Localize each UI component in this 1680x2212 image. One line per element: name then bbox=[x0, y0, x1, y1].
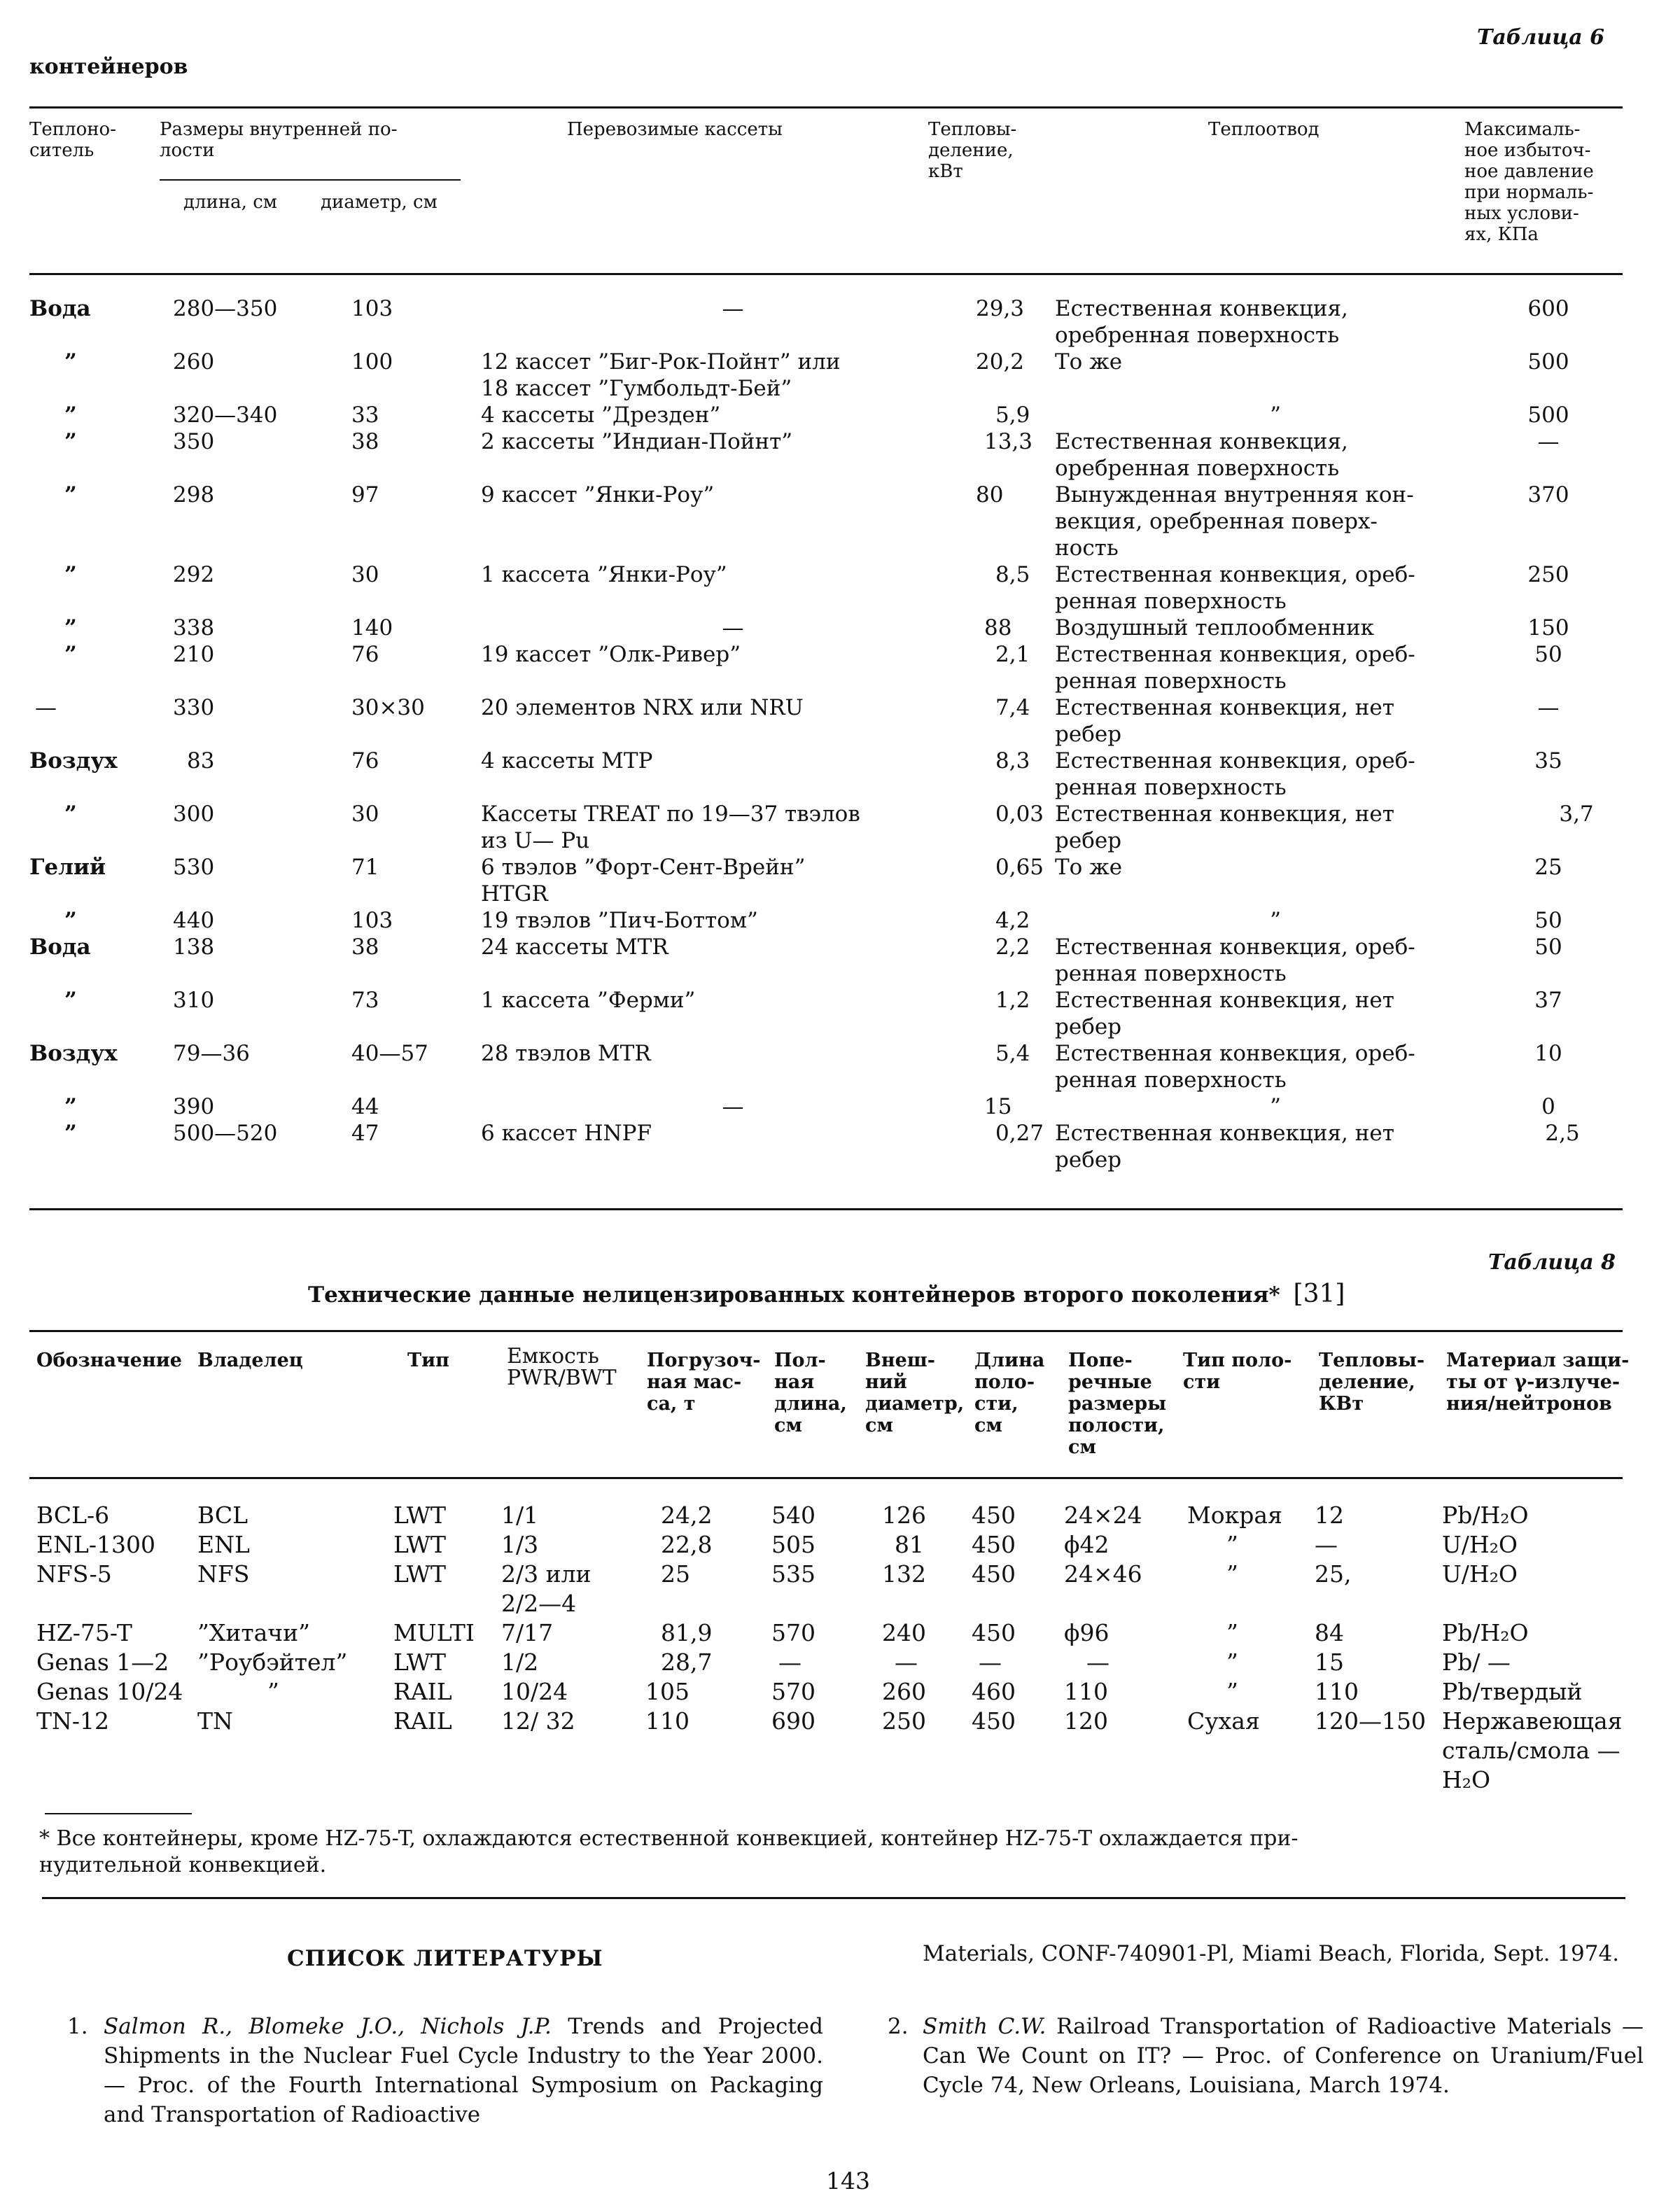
header-owner: Владелец bbox=[197, 1350, 303, 1371]
header-cassettes: Перевозимые кассеты bbox=[567, 119, 783, 140]
header-diameter: диаметр, см bbox=[321, 192, 438, 213]
header-sink: Теплоотвод bbox=[1208, 119, 1320, 140]
table6-label: Таблица 6 bbox=[1477, 25, 1605, 50]
reference-1 bbox=[67, 2012, 823, 2129]
header-shield: Материал защи- ты от γ-излуче- ния/нейтронов bbox=[1446, 1350, 1630, 1415]
table6-title-fragment: контейнеров bbox=[29, 55, 188, 79]
references-heading: СПИСОК ЛИТЕРАТУРЫ bbox=[287, 1946, 603, 1971]
header-mass: Погрузоч- ная мас- са, т bbox=[647, 1350, 761, 1415]
footnote-rule bbox=[45, 1813, 192, 1814]
header-coolant: Теплоно- ситель bbox=[29, 119, 116, 161]
table8-label: Таблица 8 bbox=[1488, 1250, 1616, 1275]
table6-header-rule bbox=[29, 273, 1623, 275]
header-cavity-type: Тип поло- сти bbox=[1183, 1350, 1292, 1393]
reference-2-text: Railroad Transportation of Radioactive Materials — Can We Count on IT? — Proc. of Conference on Uranium/Fuel Cycle 74, New Orleans, Louisiana, March 1974. bbox=[923, 2014, 1644, 2098]
table8-top-rule bbox=[29, 1330, 1623, 1332]
reference-1-authors: Salmon R., Blomeke J.O., Nichols J.P. bbox=[104, 2014, 552, 2039]
header-dims-rule bbox=[160, 179, 461, 181]
table8-header-rule bbox=[29, 1477, 1623, 1479]
reference-1-number: 1. bbox=[67, 2014, 88, 2039]
header-cross-section: Попе- речные размеры полости, см bbox=[1068, 1350, 1167, 1458]
footnote-bottom-rule bbox=[42, 1897, 1625, 1899]
header-pressure: Максималь- ное избыточ- ное давление при нормаль- ных услови- ях, КПа bbox=[1464, 119, 1594, 245]
table8-title: Технические данные нелицензированных контейнеров второго поколения* [31] bbox=[308, 1280, 1345, 1308]
table8-citation: [31] bbox=[1293, 1280, 1345, 1308]
reference-2 bbox=[888, 2012, 1644, 2100]
header-cavity-length: Длина поло- сти, см bbox=[974, 1350, 1045, 1436]
header-heat: Тепловы- деление, кВт bbox=[928, 119, 1017, 182]
table6-top-rule bbox=[29, 106, 1623, 108]
table8-footnote: * Все контейнеры, кроме HZ-75-T, охлаждаются естественной конвекцией, контейнер HZ-75-T охлаждается при- нудительной конвекцией. bbox=[39, 1826, 1298, 1877]
header-type: Тип bbox=[407, 1350, 449, 1371]
header-heat: Тепловы- деление, КВт bbox=[1319, 1350, 1425, 1415]
header-full-length: Пол- ная длина, см bbox=[774, 1350, 847, 1436]
reference-2-authors: Smith C.W. bbox=[923, 2014, 1046, 2039]
page-number: 143 bbox=[826, 2167, 870, 2194]
header-designation: Обозначение bbox=[36, 1350, 182, 1371]
table6-bottom-rule bbox=[29, 1208, 1623, 1210]
header-length: длина, см bbox=[183, 192, 277, 213]
reference-1-continuation: Materials, CONF-740901-Pl, Miami Beach, Florida, Sept. 1974. bbox=[923, 1941, 1620, 1966]
header-dims: Размеры внутренней по- лости bbox=[160, 119, 398, 161]
header-outer-diameter: Внеш- ний диаметр, см bbox=[865, 1350, 965, 1436]
reference-2-number: 2. bbox=[888, 2014, 909, 2039]
header-capacity: Емкость PWR/BWT bbox=[507, 1344, 617, 1390]
reference-1-text: Trends and Projected Shipments in the Nuclear Fuel Cycle Industry to the Year 2000. — Proc. of the Fourth International Symposium on Packaging and Transportation of Radioactive bbox=[104, 2014, 823, 2127]
